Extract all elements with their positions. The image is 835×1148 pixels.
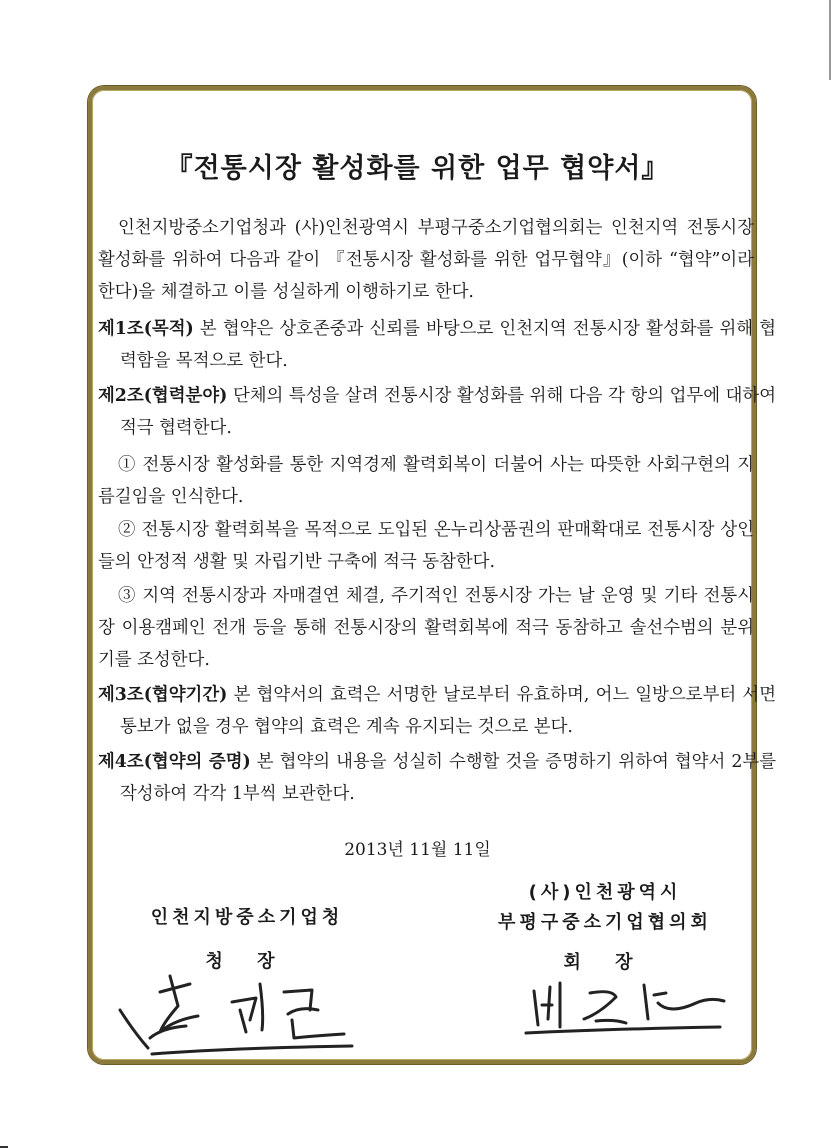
right-org-line1: (사)인천광역시	[528, 882, 682, 903]
left-role: 청 장	[205, 951, 289, 972]
left-signature	[112, 962, 372, 1057]
article-3-text: 본 협약서의 효력은 서명한 날로부터 유효하며, 어느 일방으로부터 서면통보가 없을 경우 협약의 효력은 계속 유지되는 것으로 본다.	[120, 685, 776, 737]
signing-date: 2013년 11월 11일	[344, 840, 491, 860]
right-signature	[520, 975, 730, 1045]
scan-edge-line	[829, 0, 831, 80]
left-org-name: 인천지방중소기업청	[150, 907, 344, 928]
article-1	[98, 313, 776, 377]
document-title: 『전통시장 활성화를 위한 업무 협약서』	[165, 153, 670, 184]
article-1-heading: 제1조(목적)	[98, 319, 194, 339]
right-org-line2: 부평구중소기업협의회	[498, 912, 712, 933]
article-2	[98, 380, 776, 444]
item-2: ② 전통시장 활력회복을 목적으로 도입된 온누리상품권의 판매확대로 전통시장 상인들의 안정적 생활 및 자립기반 구축에 적극 동참한다.	[98, 520, 754, 572]
item-1: ① 전통시장 활성화를 통한 지역경제 활력회복이 더불어 사는 따뜻한 사회구현의 지름길임을 인식한다.	[98, 455, 754, 507]
item-3: ③ 지역 전통시장과 자매결연 체결, 주기적인 전통시장 가는 날 운영 및 기타 전통시장 이용캠페인 전개 등을 통해 전통시장의 활력회복에 적극 동참하고 솔선수범의 분위기를 조성한다.	[98, 586, 754, 670]
article-3	[98, 679, 776, 743]
right-role: 회 장	[563, 952, 647, 973]
article-3-heading: 제3조(협약기간)	[98, 685, 228, 705]
article-2-text: 단체의 특성을 살려 전통시장 활성화를 위해 다음 각 항의 업무에 대하여 적극 협력한다.	[120, 386, 776, 438]
article-2-heading: 제2조(협력분야)	[98, 386, 228, 406]
article-1-text: 본 협약은 상호존중과 신뢰를 바탕으로 인천지역 전통시장 활성화를 위해 협력함을 목적으로 한다.	[120, 319, 776, 371]
article-4-heading: 제4조(협약의 증명)	[98, 752, 251, 772]
preamble: 인천지방중소기업청과 (사)인천광역시 부평구중소기업협의회는 인천지역 전통시장 활성화를 위하여 다음과 같이 『전통시장 활성화를 위한 업무협약』(이하 “협약”이라 한다)을 체결하고 이를 성실하게 이행하기로 한다.	[98, 218, 754, 302]
article-4	[98, 746, 776, 810]
article-4-text: 본 협약의 내용을 성실히 수행할 것을 증명하기 위하여 협약서 2부를 작성하여 각각 1부씩 보관한다.	[120, 752, 776, 804]
